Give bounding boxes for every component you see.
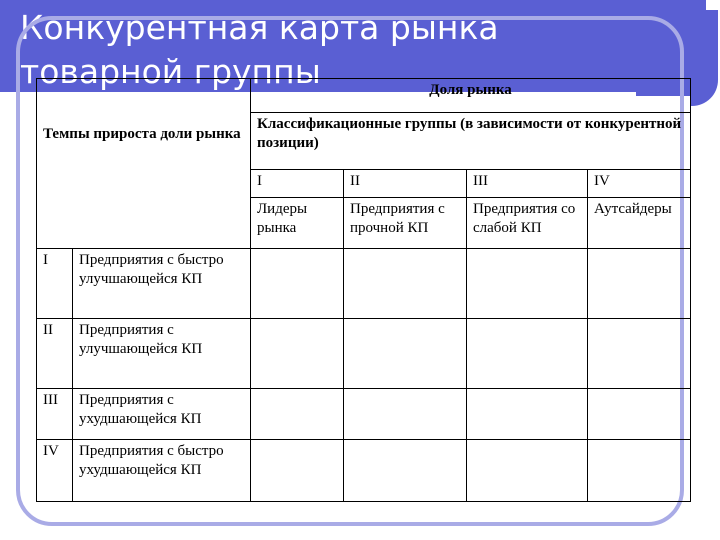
table-cell	[467, 319, 588, 389]
table-cell	[467, 440, 588, 502]
table-row	[37, 249, 691, 319]
table-row	[37, 440, 691, 502]
table-cell	[251, 440, 344, 502]
table-cell	[467, 389, 588, 440]
column-number: IV	[588, 170, 691, 198]
column-label: Предприятия с прочной КП	[344, 198, 467, 249]
table-cell	[251, 249, 344, 319]
table-cell	[251, 319, 344, 389]
row-label: Предприятия с ухудшающейся КП	[73, 389, 251, 440]
row-number: I	[37, 249, 73, 319]
column-label: Лидеры рынка	[251, 198, 344, 249]
growth-rate-header: Темпы прироста доли рынка	[37, 79, 251, 249]
column-label: Предприятия со слабой КП	[467, 198, 588, 249]
slide-title-line-2: товарной группы	[20, 52, 321, 91]
table-cell	[344, 389, 467, 440]
classification-header: Классификационные группы (в зависимости от конкурентной позиции)	[251, 113, 691, 170]
column-label: Аутсайдеры	[588, 198, 691, 249]
table-row	[37, 389, 691, 440]
market-share-header: Доля рынка	[251, 79, 691, 113]
table-cell	[588, 319, 691, 389]
table-cell	[467, 249, 588, 319]
table-cell	[588, 249, 691, 319]
table-cell	[344, 440, 467, 502]
table-cell	[588, 440, 691, 502]
table-row	[37, 319, 691, 389]
row-label: Предприятия с быстро улучшающейся КП	[73, 249, 251, 319]
table-cell	[251, 389, 344, 440]
row-number: III	[37, 389, 73, 440]
table-cell	[344, 319, 467, 389]
row-number: II	[37, 319, 73, 389]
title-bar-tab	[690, 10, 718, 106]
row-label: Предприятия с быстро ухудшающейся КП	[73, 440, 251, 502]
column-number: II	[344, 170, 467, 198]
row-number: IV	[37, 440, 73, 502]
competitive-map-table	[36, 78, 691, 502]
table-cell	[344, 249, 467, 319]
column-number: I	[251, 170, 344, 198]
column-number: III	[467, 170, 588, 198]
row-label: Предприятия с улучшающейся КП	[73, 319, 251, 389]
slide-title-line-1: Конкурентная карта рынка	[20, 8, 499, 47]
table-cell	[588, 389, 691, 440]
